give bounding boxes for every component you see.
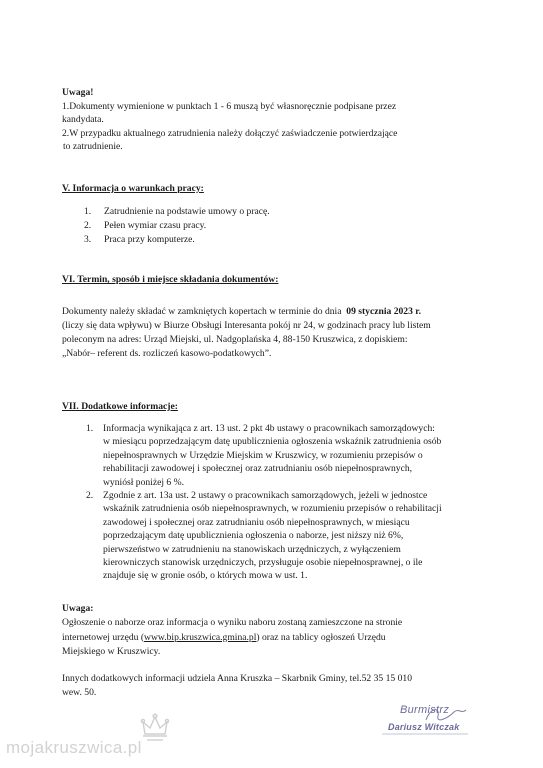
list-item-number: 3. xyxy=(84,234,92,245)
section-7 xyxy=(62,400,502,414)
section-6-body xyxy=(62,305,502,361)
list-item-number: 1. xyxy=(84,206,92,217)
note-1 xyxy=(62,86,502,154)
section-6-line: poleconym na adres: Urząd Miejski, ul. Nadgoplańska 4, 88-150 Kruszwica, z dopiskiem: xyxy=(62,334,408,345)
list-item xyxy=(82,219,482,233)
list-item xyxy=(82,205,482,219)
section-7-heading: VII. Dodatkowe informacje: xyxy=(62,401,178,412)
list-item-number: 2. xyxy=(86,490,94,502)
note-1-line: to zatrudnienie. xyxy=(63,141,123,153)
section-6-line: (liczy się data wpływu) w Biurze Obsługi Interesanta pokój nr 24, w godzinach pracy lub listem xyxy=(62,320,431,331)
crown-logo-icon xyxy=(138,712,172,742)
note-2-text: internetowej urzędu ( xyxy=(62,631,145,643)
list-item xyxy=(86,422,506,489)
deadline-date: 09 stycznia 2023 r. xyxy=(346,306,422,317)
list-item-text: Zatrudnienie na podstawie umowy o pracę. xyxy=(104,206,270,217)
stamp-title: Burmistrz xyxy=(400,704,450,716)
list-item-line: wskaźnik zatrudnienia osób niepełnosprawnych, w rozumieniu przepisów o rehabilitacji xyxy=(103,503,442,515)
list-item-line: znajduje się w gronie osób, o których mowa w ust. 1. xyxy=(103,570,308,582)
note-2-line: Ogłoszenie o naborze oraz informacja o wyniku naboru zostaną zamieszczone na stronie xyxy=(62,617,403,629)
list-item-number: 1. xyxy=(86,423,94,434)
bip-link[interactable]: www.bip.kruszwica.gmina.pl xyxy=(144,631,257,643)
section-5-list xyxy=(82,205,482,247)
list-item-line: zawodowej i społecznej oraz zatrudnianiu osób niepełnosprawnych, w miesiącu xyxy=(103,516,410,528)
list-item-line: Zgodnie z art. 13a ust. 2 ustawy o pracownikach samorządowych, jeżeli w jednostce xyxy=(103,490,428,502)
list-item xyxy=(86,489,506,583)
list-item-number: 2. xyxy=(84,220,92,231)
note-1-heading: Uwaga! xyxy=(62,87,94,98)
list-item-line: niepełnosprawnych w Urzędzie Miejskim w Kruszwicy, w rozumieniu przepisów o xyxy=(103,449,423,461)
site-watermark: mojakruszwica.pl xyxy=(6,738,142,757)
list-item-line: wyniósł poniżej 6 %. xyxy=(103,476,185,488)
note-1-line: 2.W przypadku aktualnego zatrudnienia należy dołączyć zaświadczenie potwierdzające xyxy=(62,127,398,139)
list-item-line: rehabilitacji zawodowej i społecznej oraz zatrudnianiu osób niepełnosprawnych, xyxy=(103,463,413,475)
list-item-line: poprzedzającym datę upublicznienia ogłoszenia o naborze, jest niższy niż 6%, xyxy=(103,530,404,542)
note-2-heading: Uwaga: xyxy=(62,603,94,614)
list-item-line: w miesiącu poprzedzającym datę upublicznienia ogłoszenia wskaźnik zatrudnienia osób xyxy=(103,436,442,448)
note-2 xyxy=(62,602,502,660)
deadline-text: Dokumenty należy składać w zamkniętych kopertach w terminie do dnia xyxy=(62,306,342,317)
section-7-list xyxy=(86,422,506,583)
list-item xyxy=(82,233,482,247)
section-6-heading: VI. Termin, sposób i miejsce składania dokumentów: xyxy=(62,274,279,285)
list-item-text: Praca przy komputerze. xyxy=(104,234,195,245)
section-5-heading: V. Informacja o warunkach pracy: xyxy=(62,183,204,194)
section-6-line xyxy=(62,305,502,319)
mayor-stamp xyxy=(368,698,478,742)
note-1-line: kandydata. xyxy=(62,114,104,126)
contact-info xyxy=(62,672,502,701)
section-6-line: „Nabór– referent ds. rozliczeń kasowo-podatkowych”. xyxy=(62,348,272,359)
list-item-line: pierwszeństwo w zatrudnieniu na stanowiskach urzędniczych, z wyłączeniem xyxy=(103,543,401,555)
contact-line: wew. 50. xyxy=(62,687,97,699)
note-2-text: ) oraz na tablicy ogłoszeń Urzędu xyxy=(256,631,386,643)
stamp-name: Dariusz Witczak xyxy=(388,722,460,732)
note-2-line xyxy=(62,631,502,645)
section-6 xyxy=(62,273,502,287)
list-item-line: Informacja wynikająca z art. 13 ust. 2 pkt 4b ustawy o pracownikach samorządowych: xyxy=(103,423,435,434)
list-item-line: kierowniczych stanowisk urzędniczych, przysługuje osobie niepełnosprawnej, o ile xyxy=(103,557,423,569)
contact-line: Innych dodatkowych informacji udziela Anna Kruszka – Skarbnik Gminy, tel.52 35 15 010 xyxy=(62,673,413,684)
note-2-line: Miejskiego w Kruszwicy. xyxy=(62,646,161,658)
section-5 xyxy=(62,182,502,196)
list-item-text: Pełen wymiar czasu pracy. xyxy=(104,220,207,231)
note-1-line: 1.Dokumenty wymienione w punktach 1 - 6 muszą być własnoręcznie podpisane przez xyxy=(62,100,397,112)
